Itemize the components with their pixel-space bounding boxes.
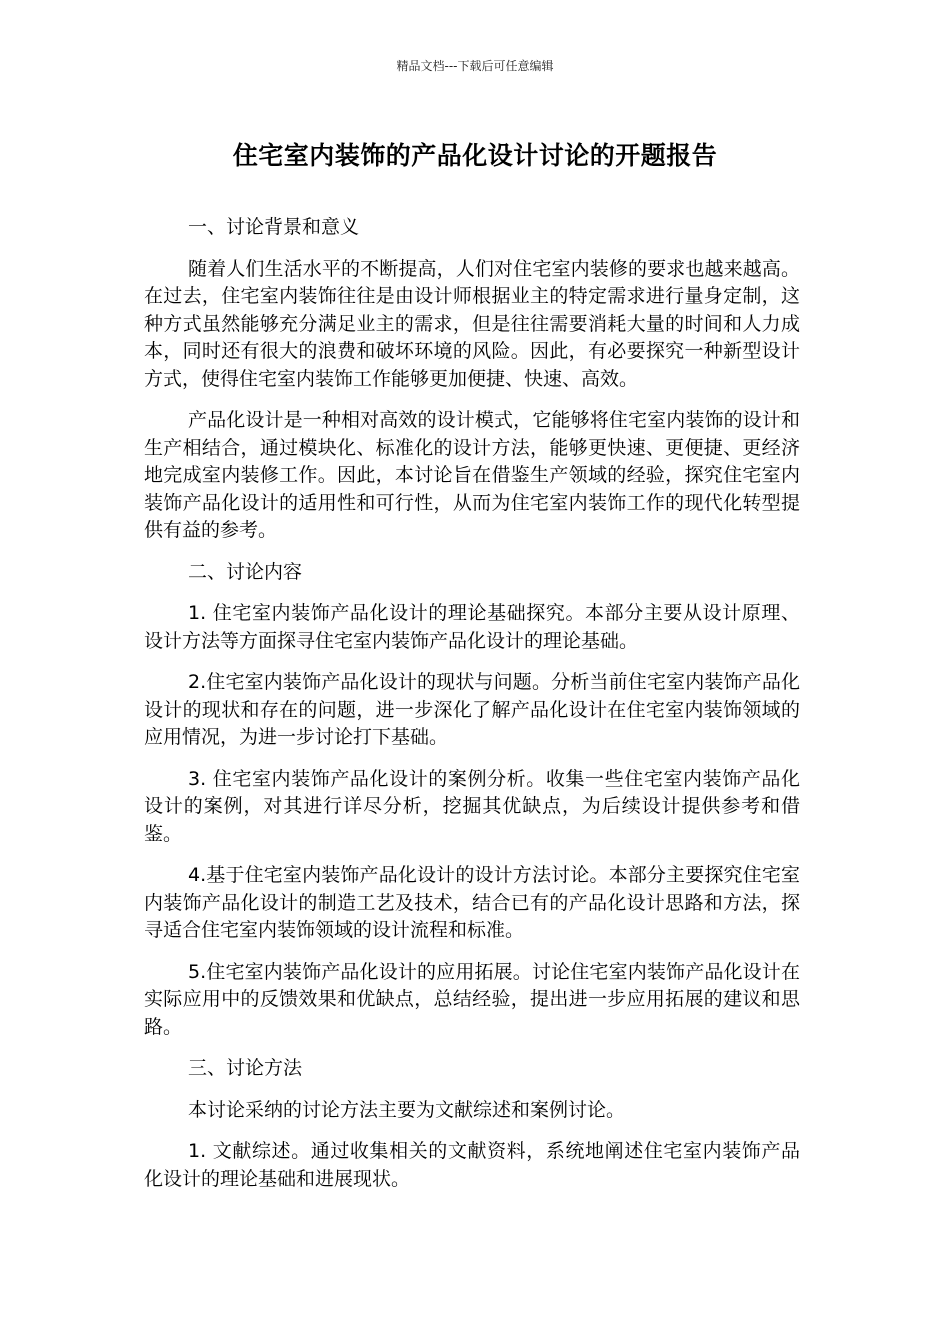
content-item-5: 5.住宅室内装饰产品化设计的应用拓展。讨论住宅室内装饰产品化设计在实际应用中的反馈效果和优缺点，总结经验，提出进一步应用拓展的建议和思路。 — [144, 960, 800, 1038]
content-item-3: 3. 住宅室内装饰产品化设计的案例分析。收集一些住宅室内装饰产品化设计的案例，对其进行详尽分析，挖掘其优缺点，为后续设计提供参考和借鉴。 — [144, 767, 800, 845]
section-heading-method: 三、讨论方法 — [188, 1057, 303, 1079]
header-note: 精品文档---下载后可任意编辑 — [396, 59, 554, 73]
document-title: 住宅室内装饰的产品化设计讨论的开题报告 — [232, 141, 718, 170]
section-heading-content: 二、讨论内容 — [188, 560, 303, 583]
content-item-1: 1. 住宅室内装饰产品化设计的理论基础探究。本部分主要从设计原理、设计方法等方面探寻住宅室内装饰产品化设计的理论基础。 — [144, 602, 800, 652]
content-item-4: 4.基于住宅室内装饰产品化设计的设计方法讨论。本部分主要探究住宅室内装饰产品化设计的制造工艺及技术，结合已有的产品化设计思路和方法，探寻适合住宅室内装饰领域的设计流程和标准。 — [144, 864, 800, 941]
section-heading-background: 一、讨论背景和意义 — [188, 216, 360, 238]
method-intro: 本讨论采纳的讨论方法主要为文献综述和案例讨论。 — [188, 1098, 626, 1121]
document-body — [144, 214, 800, 1207]
method-item-1: 1. 文献综述。通过收集相关的文献资料，系统地阐述住宅室内装饰产品化设计的理论基础和进展现状。 — [144, 1140, 800, 1190]
paragraph-background-1: 随着人们生活水平的不断提高，人们对住宅室内装修的要求也越来越高。在过去，住宅室内装饰往往是由设计师根据业主的特定需求进行量身定制，这种方式虽然能够充分满足业主的需求，但是往往需要消耗大量的时间和人力成本，同时还有很大的浪费和破坏环境的风险。因此，有必要探究一种新型设计方式，使得住宅室内装饰工作能够更加便捷、快速、高效。 — [144, 257, 800, 390]
content-item-2: 2.住宅室内装饰产品化设计的现状与问题。分析当前住宅室内装饰产品化设计的现状和存在的问题，进一步深化了解产品化设计在住宅室内装饰领域的应用情况，为进一步讨论打下基础。 — [144, 671, 800, 748]
paragraph-background-2: 产品化设计是一种相对高效的设计模式，它能够将住宅室内装饰的设计和生产相结合，通过模块化、标准化的设计方法，能够更快速、更便捷、更经济地完成室内装修工作。因此，本讨论旨在借鉴生产领域的经验，探究住宅室内装饰产品化设计的适用性和可行性，从而为住宅室内装饰工作的现代化转型提供有益的参考。 — [144, 409, 800, 541]
